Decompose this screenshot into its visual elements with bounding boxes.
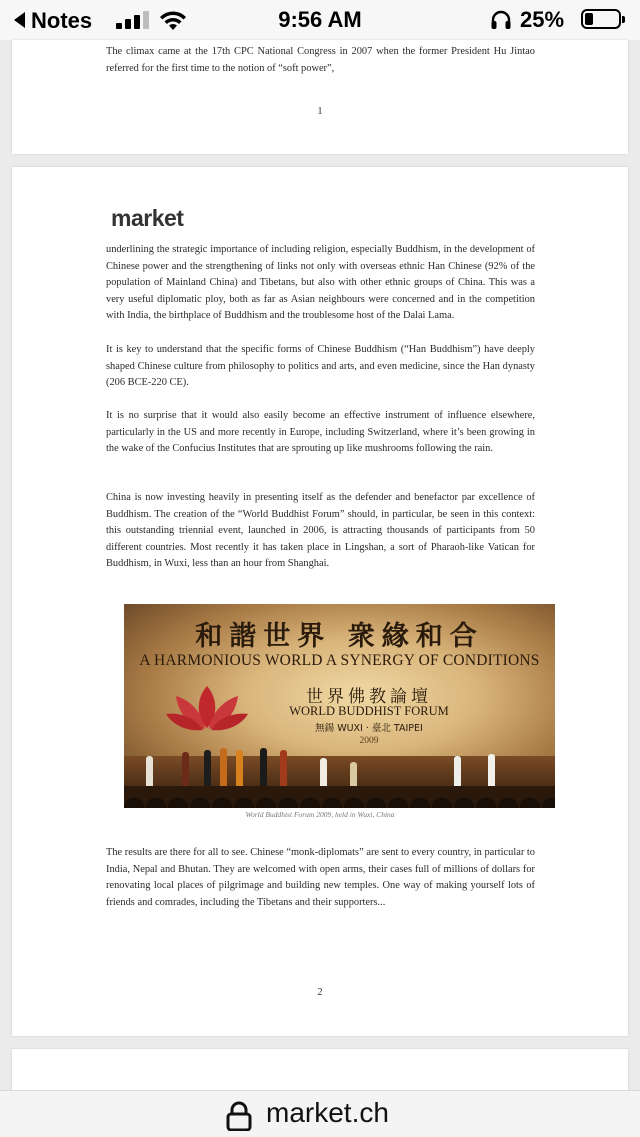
- paragraph-buddhism-strategy: underlining the strategic importance of including religion, especially Buddhism, in the development of Chinese power and the strengthening of links not only with overseas ethnic Han Chinese (92% of the population of Mainland China) and Tibetans, but also with other ethnic groups of China. This was a very useful diplomatic ploy, both as far as Asian neighbours were concerned and in the competition with India, the birthplace of Buddhism and the troublesome host of the Dalai Lama.: [106, 244, 535, 322]
- paragraph-world-buddhist-forum: China is now investing heavily in presenting itself as the defender and benefactor par excellence of Buddhism. The creation of the “World Buddhist Forum” should, in particular, be seen in this context: this outstanding triennial event, launched in 2006, is attracting thousands of participants from 50 different countries. Most recently it has taken place in Lingshan, a sort of Pharaoh-like Vatican for Buddhism, in Wuxi, less than an hour from Shanghai.: [106, 492, 535, 570]
- url-text[interactable]: market.ch: [266, 1097, 389, 1128]
- photo-banner-chinese: 和諧世界 衆緣和合: [195, 621, 484, 652]
- page1-paragraph: The climax came at the 17th CPC National Congress in 2007 when the former President Hu Jintao referred for the first time to the notion of “soft power”,: [106, 46, 535, 74]
- photo-forum-chinese: 世界佛教論壇: [306, 687, 432, 707]
- photo-caption: World Buddhist Forum 2009, held in Wuxi, China: [245, 810, 395, 819]
- back-label: Notes: [31, 8, 93, 33]
- pdf-page-1: [12, 40, 628, 154]
- market-logo: market: [111, 205, 184, 231]
- paragraph-han-buddhism: It is key to understand that the specific forms of Chinese Buddhism (“Han Buddhism”) have deeply shaped Chinese culture from philosophy to politics and arts, and even medicine, since the Han dynasty (206 BCE-220 CE).: [106, 344, 535, 389]
- lock-icon: [226, 1101, 252, 1131]
- url-bar[interactable]: [0, 1090, 640, 1137]
- photo-year: 2009: [359, 736, 379, 746]
- forum-photo: [124, 604, 555, 808]
- headphones-icon: [490, 10, 512, 30]
- photo-forum-english: WORLD BUDDHIST FORUM: [289, 704, 449, 718]
- battery-icon: [581, 9, 621, 29]
- page-number-1: 1: [317, 106, 323, 117]
- pdf-page-2: [12, 167, 628, 1036]
- battery-percent: 25%: [520, 7, 565, 32]
- paragraph-influence: It is no surprise that it would also easily become an effective instrument of influence elsewhere, particularly in the US and more recently in Europe, including Switzerland, where it’s been growing in the wake of the Confucius Institutes that are sprouting up like mushrooms following the rain.: [106, 410, 535, 455]
- photo-crowd: [124, 786, 555, 808]
- photo-location: 無錫 WUXI · 臺北 TAIPEI: [315, 723, 423, 734]
- photo-banner-english: A HARMONIOUS WORLD A SYNERGY OF CONDITIONS: [139, 652, 540, 669]
- page-number-2: 2: [317, 987, 323, 998]
- lotus-logo-icon: [166, 682, 248, 734]
- status-time: 9:56 AM: [278, 7, 362, 32]
- battery-fill: [585, 13, 593, 25]
- status-bar: [0, 0, 640, 40]
- paragraph-monk-diplomats: The results are there for all to see. Chinese “monk-diplomats” are sent to every country, in particular to India, Nepal and Bhutan. They are welcomed with open arms, their cases full of millions of dollars for renovating local places of pilgrimage and building new temples. One way of making yourself lots of friends and comrades, including the Tibetans and their supporters...: [106, 847, 535, 908]
